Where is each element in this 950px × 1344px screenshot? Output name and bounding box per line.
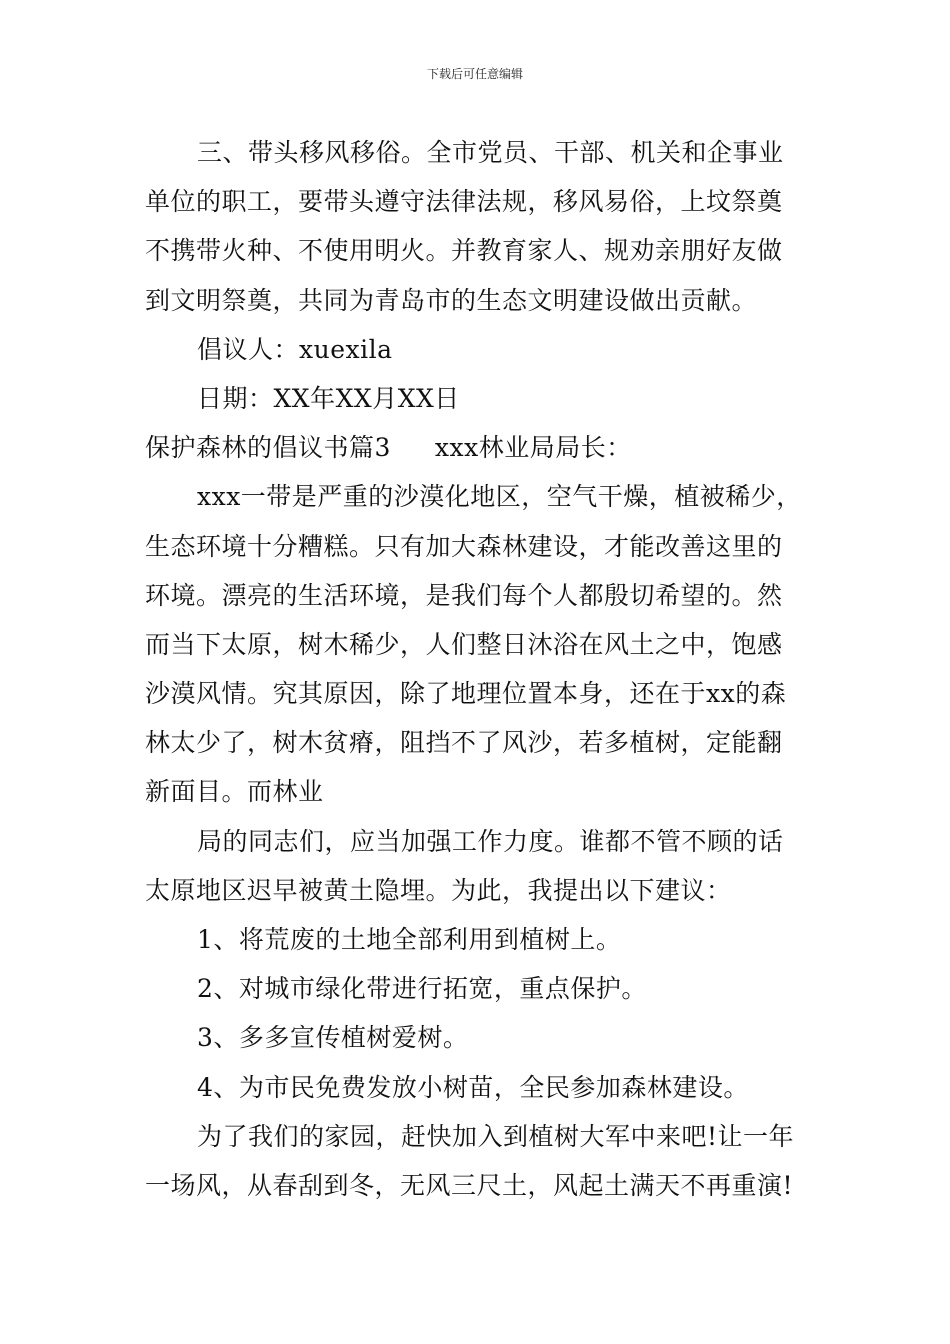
page-header: 下载后可任意编辑 <box>426 67 523 81</box>
paragraph-line: 三、带头移风移俗。全市党员、干部、机关和企事业 <box>197 138 784 167</box>
paragraph-line: 环境。漂亮的生活环境，是我们每个人都殷切希望的。然 <box>145 580 783 610</box>
date-line: 日期：XX年XX月XX日 <box>197 383 460 413</box>
paragraph-line: 不携带火种、不使用明火。并教育家人、规劝亲朋好友做 <box>145 236 783 266</box>
paragraph-line: 为了我们的家园，赶快加入到植树大军中来吧!让一年 <box>197 1121 795 1151</box>
document-body <box>145 128 815 1210</box>
paragraph-line: 而当下太原，树木稀少，人们整日沐浴在风土之中，饱感 <box>145 629 783 659</box>
paragraph-line: 单位的职工，要带头遵守法律法规，移风易俗，上坟祭奠 <box>145 187 783 217</box>
paragraph-line: xxx一带是严重的沙漠化地区，空气干燥，植被稀少， <box>197 482 802 512</box>
paragraph-line: 太原地区迟早被黄土隐埋。为此，我提出以下建议： <box>145 875 732 905</box>
list-item: 1、将荒废的土地全部利用到植树上。 <box>197 925 622 954</box>
paragraph-line: 新面目。而林业 <box>145 777 324 807</box>
paragraph-line: 沙漠风情。究其原因，除了地理位置本身，还在于xx的森 <box>145 679 787 709</box>
salutation: xxx林业局局长： <box>434 433 632 463</box>
section-title: 保护森林的倡议书篇3 <box>145 433 391 463</box>
list-item: 3、多多宣传植树爱树。 <box>197 1023 469 1053</box>
paragraph-line: 生态环境十分糟糕。只有加大森林建设，才能改善这里的 <box>145 531 783 561</box>
list-item: 4、为市民免费发放小树苗，全民参加森林建设。 <box>197 1072 749 1102</box>
paragraph-line: 林太少了，树木贫瘠，阻挡不了风沙，若多植树，定能翻 <box>145 728 783 758</box>
list-item: 2、对城市绿化带进行拓宽，重点保护。 <box>197 974 647 1004</box>
paragraph-line: 局的同志们，应当加强工作力度。谁都不管不顾的话 <box>197 826 784 856</box>
paragraph-line: 到文明祭奠，共同为青岛市的生态文明建设做出贡献。 <box>145 285 758 315</box>
proposer-line: 倡议人：xuexila <box>197 334 393 364</box>
section-heading-line <box>145 423 815 472</box>
paragraph-line: 一场风，从春刮到冬，无风三尺土，风起土满天不再重演! <box>145 1170 794 1200</box>
